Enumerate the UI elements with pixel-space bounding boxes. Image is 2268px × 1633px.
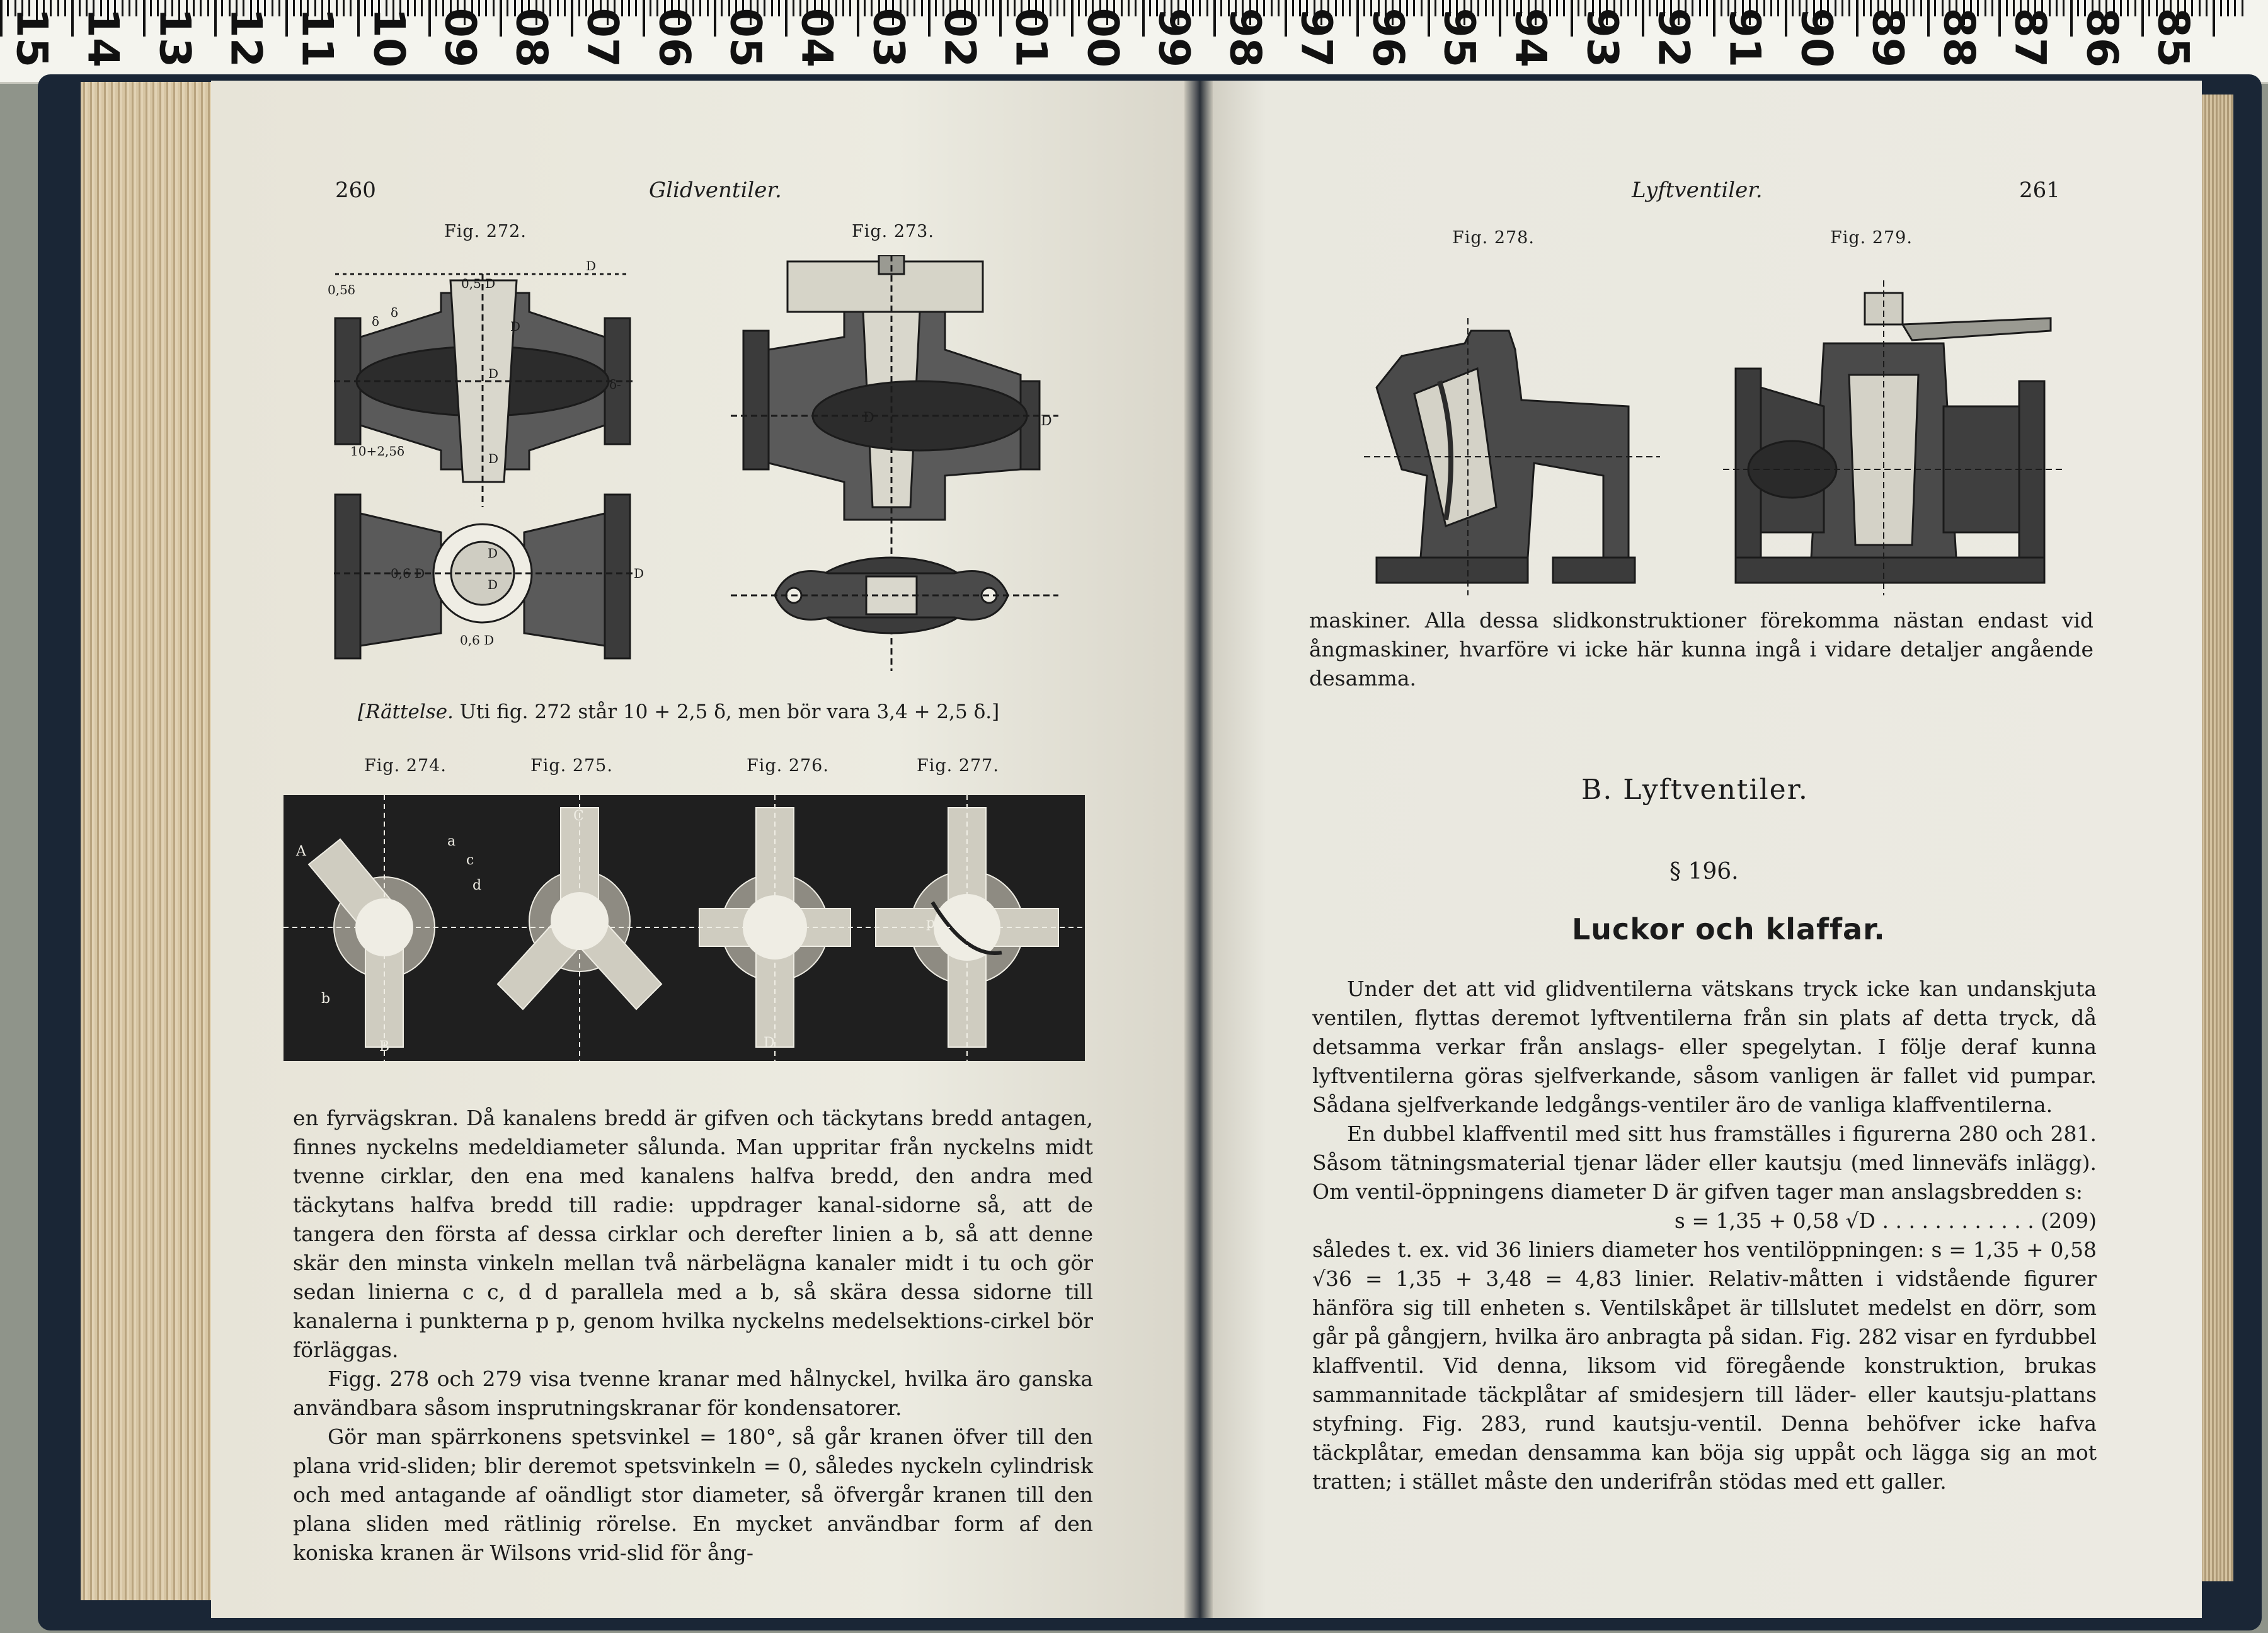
ruler-tick: [1285, 0, 1287, 37]
ruler-tick: [1635, 0, 1637, 16]
page-number-left: 260: [335, 178, 376, 203]
ruler-tick: [628, 0, 630, 16]
paragraph: En dubbel klaffventil med sitt hus framställes i figurerna 280 och 281. Såsom tätningsmaterial tjenar läder eller kautsju (med linneväfs inlägg). Om ventil-öppningens diameter D är gifven tager man anslagsbredden s:: [1312, 1121, 2097, 1204]
ruler-tick: [2199, 0, 2201, 16]
ruler-tick: [1556, 0, 1558, 16]
fig-label-273: Fig. 273.: [852, 222, 934, 241]
section-title: Luckor och klaffar.: [1572, 912, 1886, 946]
ruler-tick: [707, 0, 709, 16]
ruler-tick: [493, 0, 495, 16]
ruler-number: 01: [1005, 8, 1056, 68]
ruler-tick: [500, 0, 502, 37]
ruler-tick: [2206, 0, 2208, 16]
ruler-tick: [1777, 0, 1779, 16]
ruler-tick: [1057, 0, 1058, 16]
ruler-tick: [1913, 0, 1915, 16]
ruler-tick: [1984, 0, 1986, 16]
ruler-tick: [1063, 0, 1065, 16]
ruler-tick: [1856, 0, 1858, 37]
ruler-tick: [357, 0, 360, 37]
fig-letter: D: [764, 1035, 775, 1051]
ruler-tick: [272, 0, 273, 16]
ruler-number: 11: [292, 8, 342, 68]
ruler-tick: [143, 0, 146, 37]
paragraph: maskiner. Alla dessa slidkonstruktioner förekomma nästan endast vid ångmaskiner, hvarföre vi icke här kunna ingå i vidare detaljer angående desamma.: [1309, 608, 2093, 690]
ruler-tick: [2213, 0, 2215, 37]
paragraph: Figg. 278 och 279 visa tvenne kranar med hålnyckel, hvilka äro ganska användbara såsom insprutningskranar för kondensatorer.: [293, 1367, 1093, 1420]
ruler-tick: [343, 0, 345, 16]
ruler-tick: [1071, 0, 1074, 37]
ruler-number: 90: [1791, 8, 1841, 68]
ruler-tick: [1841, 0, 1843, 16]
ruler-tick: [350, 0, 352, 16]
ruler-tick: [921, 0, 923, 16]
ruler-tick: [1848, 0, 1850, 16]
fig-label-279: Fig. 279.: [1830, 228, 1913, 248]
ruler-tick: [71, 0, 74, 37]
fig-label-277: Fig. 277.: [917, 756, 999, 776]
ruler-tick: [1927, 0, 1930, 37]
ruler-tick: [999, 0, 1002, 37]
fig272-dim: D: [586, 258, 597, 273]
ruler-tick: [1128, 0, 1130, 16]
ruler-tick: [414, 0, 416, 16]
fig-label-275: Fig. 275.: [530, 756, 613, 776]
fig272-dim: D: [488, 366, 499, 381]
ruler-tick: [1421, 0, 1423, 16]
figure-279: [1723, 280, 2063, 595]
ruler-number: 09: [435, 8, 485, 68]
fig272-dim: δ: [372, 314, 380, 329]
ruler-number: 93: [1577, 8, 1627, 68]
ruler-tick: [1713, 0, 1715, 37]
figures-274-277-plate: [284, 795, 1085, 1061]
paragraph: således t. ex. vid 36 liniers diameter hos ventilöppningen: s = 1,35 + 0,58 √36 = 1,35 + 3,48 = 4,83 linier. Relativ-måtten i vidstående figurer hänföra sig till enheten s. Ventilskåpet är tillslutet medelst en dörr, som går på gångjern, hvilka äro anbragta på sidan. Fig. 282 visar en fyrdubbel klaffventil. Vid denna, liksom vid föregående konstruktion, brukas sammannitade täckplåtar af smidesjern till läder- eller kautsju-plattans styfning. Fig. 283, rund kautsju-ventil. Denna behöfver icke hafva täckplåtar, emedan densamma kan böja sig uppåt och lägga sig an mot tratten; i stället måste den underifrån stödas med ett galler.: [1312, 1237, 2097, 1494]
ruler-tick: [64, 0, 66, 16]
ruler-tick: [2070, 0, 2073, 37]
fig272-dim: D: [488, 546, 498, 561]
ruler-tick: [1485, 0, 1487, 16]
ruler-tick: [1998, 0, 2001, 37]
running-head-right: Lyftventiler.: [1632, 178, 1763, 203]
gutter: [1184, 81, 1213, 1618]
fig-letter: B: [379, 1039, 390, 1055]
ruler-tick: [1492, 0, 1494, 16]
fig-letter: a: [447, 834, 456, 849]
fig-label-272: Fig. 272.: [444, 222, 527, 241]
ruler-tick: [2063, 0, 2065, 16]
ruler-number: 94: [1505, 8, 1555, 68]
fig-letter: d: [472, 878, 482, 893]
ruler-tick: [992, 0, 994, 16]
ruler-tick: [771, 0, 773, 16]
ruler-tick: [2056, 0, 2058, 16]
figure-272: [328, 255, 649, 671]
ruler-number: 12: [220, 8, 271, 68]
ruler-tick: [1706, 0, 1708, 16]
fig-letter: A: [296, 844, 306, 859]
ruler-tick: [557, 0, 559, 16]
left-body-text: [293, 1104, 1093, 1567]
ruler-tick: [643, 0, 645, 37]
fig272-dim: δ: [391, 305, 399, 320]
fig-label-276: Fig. 276.: [747, 756, 829, 776]
correction-label: [Rättelse.: [358, 701, 454, 723]
ruler-number: 14: [77, 8, 128, 68]
ruler-tick: [2227, 0, 2229, 16]
fig273-dim: D: [1041, 413, 1052, 429]
ruler-number: 06: [649, 8, 699, 68]
fig272-dim: 0,5δ: [328, 282, 355, 297]
fig272-dim: D: [488, 451, 499, 466]
ruler-number: 05: [720, 8, 770, 68]
ruler-tick: [928, 0, 931, 37]
ruler-tick: [914, 0, 915, 16]
ruler-number: 00: [1077, 8, 1127, 68]
ruler-tick: [207, 0, 209, 16]
ruler-tick: [1642, 0, 1644, 37]
ruler-number: 03: [863, 8, 914, 68]
ruler-tick: [1199, 0, 1201, 16]
page-number-right: 261: [2019, 178, 2060, 203]
ruler-number: 15: [6, 8, 57, 68]
ruler-tick: [285, 0, 288, 37]
ruler-number: 95: [1434, 8, 1484, 68]
ruler-tick: [842, 0, 844, 16]
ruler-tick: [985, 0, 987, 16]
ruler-tick: [200, 0, 202, 16]
ruler-tick: [428, 0, 431, 37]
fig272-dim: D: [488, 577, 498, 592]
ruler-tick: [1499, 0, 1501, 37]
right-intro-text: [1309, 606, 2093, 693]
ruler-number: 08: [506, 8, 556, 68]
ruler-tick: [135, 0, 137, 16]
ruler-tick: [778, 0, 780, 16]
ruler-tick: [1142, 0, 1145, 37]
ruler-tick: [1271, 0, 1273, 16]
ruler-tick: [635, 0, 637, 16]
ruler-tick: [129, 0, 130, 16]
fig272-dim: δ-: [609, 377, 621, 392]
paragraph: Under det att vid glidventilerna vätskans tryck icke kan undanskjuta ventilen, flyttas deremot lyftventilerna från sin plats af detta tryck, då detsamma verkar från anslags- eller spegelytan. I följe deraf kunna lyftventilerna göras sjelfverkande, såsom vanligen är fallet vid pumpar. Sådana sjelfverkande ledgångs-ventiler äro de vanliga klaffventilerna.: [1312, 977, 2097, 1117]
ruler-tick: [699, 0, 701, 16]
paragraph: en fyrvägskran. Då kanalens bredd är gifven och täckytans bredd antagen, finnes nyckelns medeldiameter sålunda. Man uppritar från nyckelns midt tvenne cirklar, den ena med kanalens halfva bredd, den andra med täckytans halfva bredd till radie: uppdrager kanal-sidorne så, att de tangera den första af dessa cirklar och derefter linien a b, så att denne skär den minsta vinkeln mellan två närbelägna kanaler midt i tu och gör sedan linierna c c, d d parallela med a b, så skära dessa sidorne till kanalerna i punkterna p p, genom hvilka nyckelns medelsektions-cirkel bör förläggas.: [293, 1106, 1093, 1362]
section-heading: B. Lyftventiler.: [1581, 774, 1809, 806]
fig272-dim: D: [510, 319, 521, 334]
right-body-text: [1312, 975, 2097, 1496]
running-head-left: Glidventiler.: [649, 178, 782, 203]
ruler-tick: [1428, 0, 1430, 37]
fig273-dim: D: [863, 410, 874, 426]
equation-209: s = 1,35 + 0,58 √D . . . . . . . . . . . . (209): [1674, 1208, 2097, 1233]
fig-label-278: Fig. 278.: [1452, 228, 1535, 248]
paragraph-number: § 196.: [1670, 859, 1739, 885]
ruler-tick: [421, 0, 423, 16]
ruler-tick: [1627, 0, 1629, 16]
fig272-dim: 0,6 D: [460, 633, 495, 648]
fig-letter: c: [466, 852, 474, 868]
figure-278: [1364, 318, 1660, 595]
ruler-number: 10: [364, 8, 413, 68]
figure-273: [731, 255, 1058, 684]
ruler-number: 13: [149, 8, 200, 68]
ruler-tick: [2220, 0, 2222, 16]
ruler-tick: [278, 0, 280, 16]
ruler-tick: [2141, 0, 2144, 37]
ruler-tick: [1135, 0, 1137, 16]
ruler-number: 99: [1148, 8, 1199, 68]
ruler-number: 87: [2005, 8, 2055, 68]
fig-letter: b: [321, 991, 331, 1007]
ruler-tick: [2234, 0, 2236, 16]
fig-label-274: Fig. 274.: [364, 756, 447, 776]
ruler-tick: [2242, 0, 2243, 16]
measuring-tape: [0, 0, 2268, 84]
ruler-tick: [485, 0, 487, 16]
ruler-tick: [1991, 0, 1993, 16]
ruler-number: 86: [2076, 8, 2127, 68]
ruler-tick: [57, 0, 59, 16]
ruler-number: 07: [577, 8, 627, 68]
ruler-tick: [571, 0, 573, 37]
ruler-tick: [1413, 0, 1415, 16]
ruler-tick: [2134, 0, 2136, 16]
fig272-dim: 0,6 D: [391, 566, 425, 581]
ruler-tick: [1770, 0, 1772, 16]
ruler-tick: [1278, 0, 1280, 16]
ruler-tick: [214, 0, 217, 37]
ruler-number: 96: [1363, 8, 1413, 68]
ruler-number: 85: [2148, 8, 2198, 68]
page-edges-right: [2199, 95, 2233, 1581]
correction-note: [358, 701, 999, 723]
ruler-tick: [714, 0, 716, 37]
ruler-number: 89: [1862, 8, 1913, 68]
correction-text: Uti fig. 272 står 10 + 2,5 δ, men bör vara 3,4 + 2,5 δ.]: [459, 701, 1000, 723]
ruler-tick: [1349, 0, 1351, 16]
fig272-dim: 10+2,5δ: [350, 444, 405, 459]
ruler-tick: [1563, 0, 1565, 16]
ruler-tick: [564, 0, 566, 16]
fig-letter: p: [926, 915, 936, 931]
ruler-number: 91: [1719, 8, 1770, 68]
ruler-tick: [1571, 0, 1573, 37]
ruler-number: 02: [934, 8, 985, 68]
ruler-tick: [1699, 0, 1701, 16]
ruler-tick: [2127, 0, 2129, 16]
ruler-tick: [1342, 0, 1344, 16]
fig272-dim: D: [634, 566, 644, 581]
ruler-number: 04: [791, 8, 842, 68]
ruler-tick: [1785, 0, 1787, 37]
ruler-tick: [785, 0, 788, 37]
ruler-tick: [0, 0, 3, 37]
fig-letter: C: [573, 808, 584, 824]
ruler-tick: [1920, 0, 1922, 16]
ruler-number: 92: [1648, 8, 1698, 68]
ruler-tick: [1213, 0, 1216, 37]
paragraph: Gör man spärrkonens spetsvinkel = 180°, så går kranen öfver till den plana vrid-sliden; blir deremot spetsvinkeln = 0, således nyckeln cylindrisk och med antagande af oändligt stor diameter, så öfvergår kranen till den plana sliden med rätlinig rörelse. En mycket användbar form af den koniska kranen är Wilsons vrid-slid för ång-: [293, 1424, 1093, 1565]
fig272-dim: 0,5 D: [461, 276, 496, 291]
ruler-number: 88: [1933, 8, 1984, 68]
page-edges-left: [81, 82, 213, 1600]
ruler-tick: [849, 0, 851, 16]
ruler-tick: [1356, 0, 1359, 37]
ruler-tick: [857, 0, 859, 37]
ruler-number: 97: [1291, 8, 1341, 68]
ruler-tick: [1206, 0, 1208, 16]
ruler-number: 98: [1220, 8, 1270, 68]
